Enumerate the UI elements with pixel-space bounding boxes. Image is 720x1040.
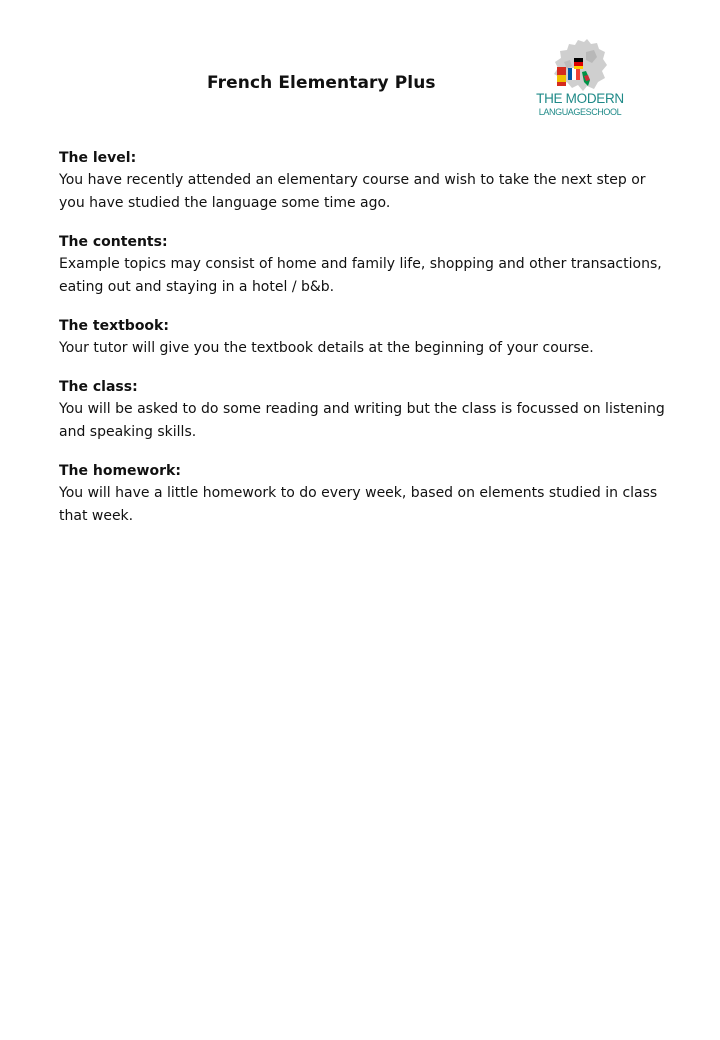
section-level <box>59 148 669 215</box>
section-heading: The class: <box>59 379 138 395</box>
section-heading: The textbook: <box>59 318 169 334</box>
section-text: You will be asked to do some reading and writing but the class is focussed on listening and speaking skills. <box>59 401 665 440</box>
section-class <box>59 377 669 444</box>
logo-wordmark-top: THE MODERN <box>536 91 624 106</box>
section-heading: The homework: <box>59 463 181 479</box>
section-text: Example topics may consist of home and family life, shopping and other transactions, eating out and staying in a hotel / b&b. <box>59 256 662 295</box>
section-text: You have recently attended an elementary course and wish to take the next step or you have studied the language some time ago. <box>59 172 646 211</box>
section-text: You will have a little homework to do every week, based on elements studied in class that week. <box>59 485 658 524</box>
section-text: Your tutor will give you the textbook details at the beginning of your course. <box>59 340 594 356</box>
europe-map-flags-icon <box>550 38 610 92</box>
section-heading: The contents: <box>59 234 168 250</box>
logo-wordmark-bottom: LANGUAGESCHOOL <box>538 107 622 117</box>
document-title: French Elementary Plus <box>207 73 436 93</box>
section-contents <box>59 232 669 299</box>
section-heading: The level: <box>59 150 137 166</box>
section-textbook <box>59 316 669 360</box>
course-description <box>59 148 669 545</box>
school-logo <box>524 38 636 120</box>
section-homework <box>59 461 669 528</box>
